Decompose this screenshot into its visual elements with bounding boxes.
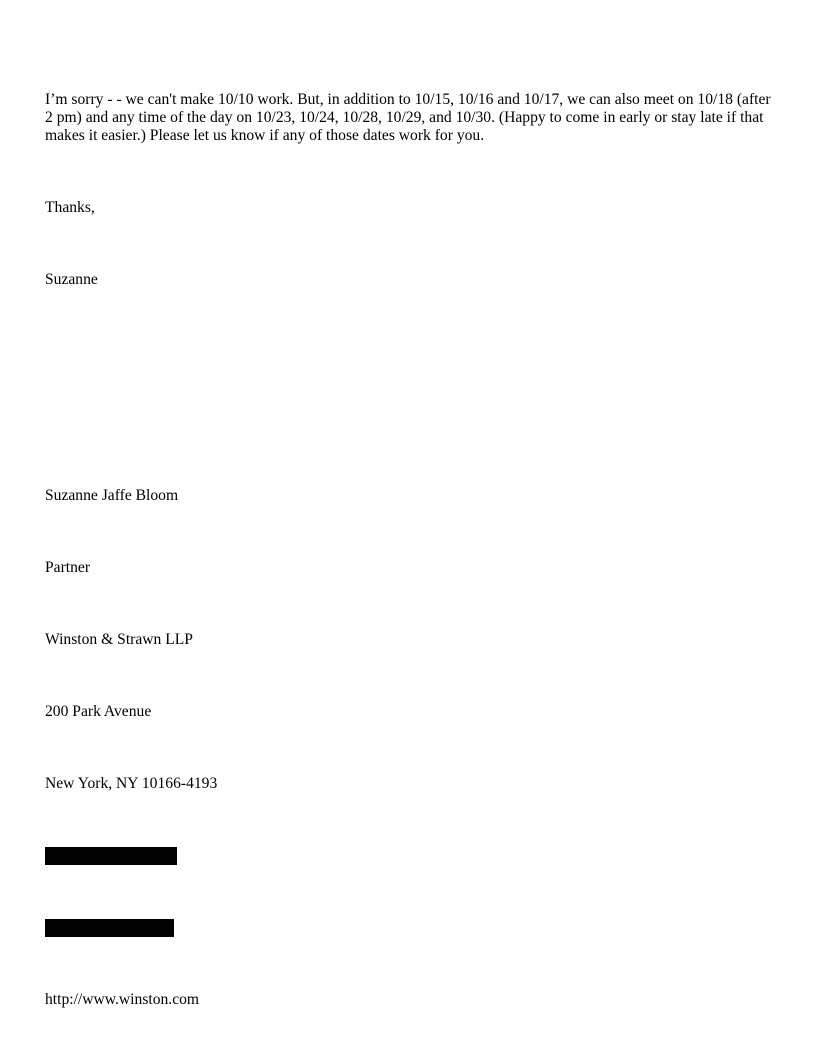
redaction-bar	[45, 919, 174, 937]
signature-firm: Winston & Strawn LLP	[45, 631, 193, 648]
signature-title: Partner	[45, 559, 91, 576]
email-body: I’m sorry - - we can't make 10/10 work. But, in addition to 10/15, 10/16 and 10/17, we can also meet on 10/18 (after 2 pm) and any time of the day on 10/23, 10/24, 10/28, 10/29, and 10/30. (Happy to come in early or stay late if that makes it easier.) Please let us know if any of those dates work for you.	[45, 91, 771, 144]
redaction-bar	[45, 847, 177, 865]
sender-first-name: Suzanne	[45, 271, 98, 288]
signature-address-line1: 200 Park Avenue	[45, 703, 152, 720]
signature-name: Suzanne Jaffe Bloom	[45, 487, 179, 504]
signature-address-line2: New York, NY 10166-4193	[45, 775, 218, 792]
closing: Thanks,	[45, 199, 95, 216]
signature-website-link[interactable]: http://www.winston.com	[45, 991, 200, 1008]
